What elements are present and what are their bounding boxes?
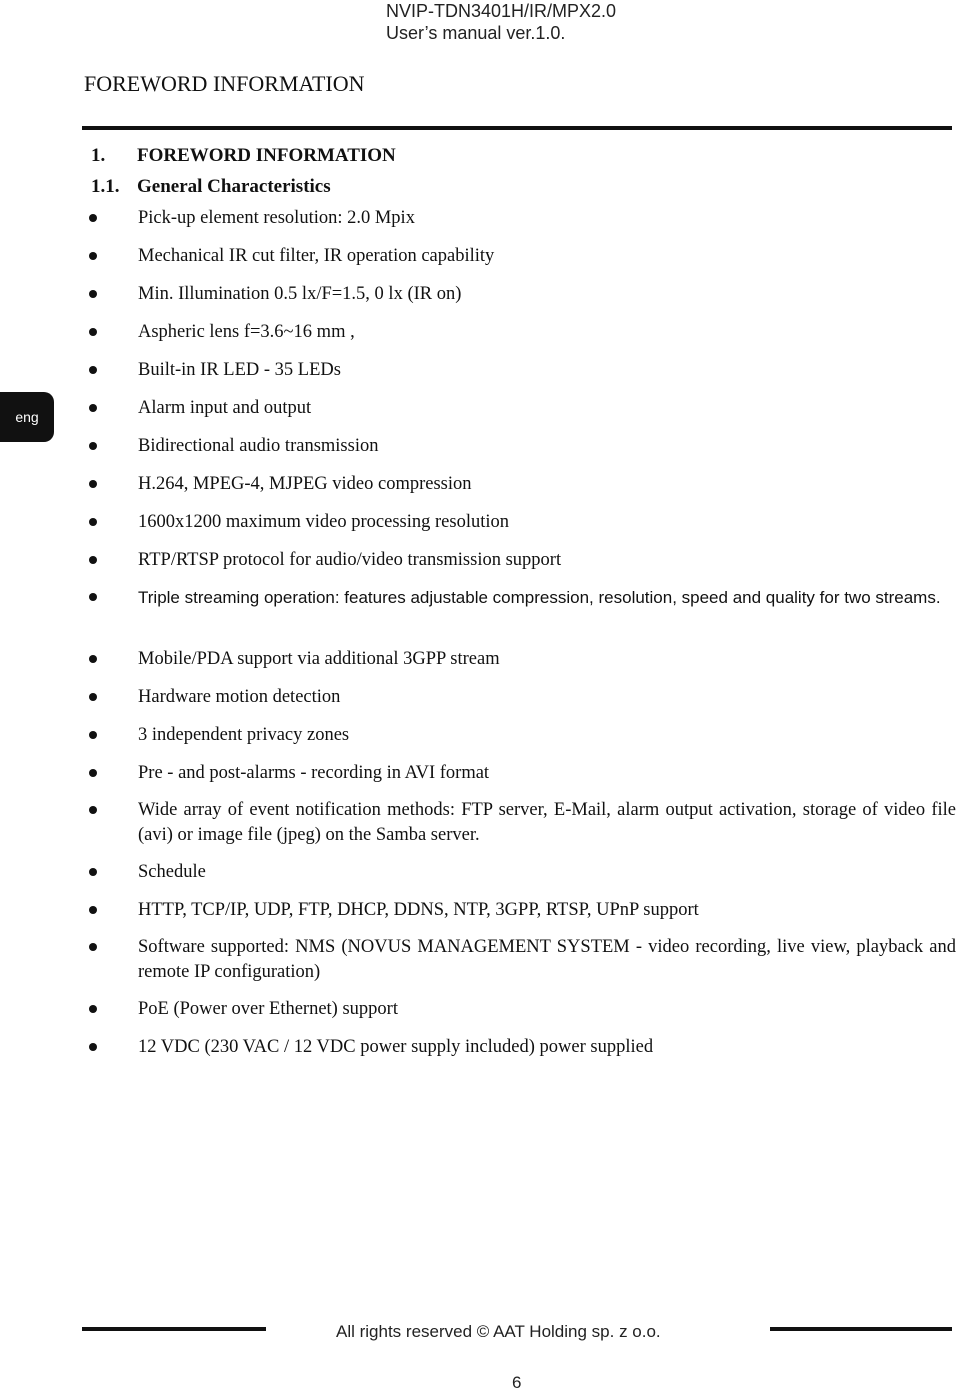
list-item: Bidirectional audio transmission xyxy=(138,436,379,456)
subsection-heading xyxy=(91,175,331,199)
bullet-dot xyxy=(89,1043,97,1051)
chapter-heading xyxy=(91,144,396,168)
bullet-dot xyxy=(89,404,97,412)
bullet-dot xyxy=(89,731,97,739)
list-item: Wide array of event notification methods: FTP server, E-Mail, alarm output activation, storage of video file (avi) or image file (jpeg) on the Samba server. xyxy=(138,800,956,845)
list-item: Alarm input and output xyxy=(138,398,312,418)
chapter-number: 1. xyxy=(91,145,106,166)
manual-version: User’s manual ver.1.0. xyxy=(386,23,566,43)
bullet-dot xyxy=(89,593,97,601)
list-item: Triple streaming operation: features adjustable compression, resolution, speed and quality for two streams. xyxy=(138,588,941,607)
list-item: Mechanical IR cut filter, IR operation capability xyxy=(138,246,495,266)
bullet-dot xyxy=(89,366,97,374)
bullet-dot xyxy=(89,518,97,526)
bullet-dot xyxy=(89,556,97,564)
footer-rule-left xyxy=(82,1327,266,1331)
bullet-dot xyxy=(89,214,97,222)
bullet-dot xyxy=(89,480,97,488)
list-item: Aspheric lens f=3.6~16 mm , xyxy=(138,322,355,342)
list-item: PoE (Power over Ethernet) support xyxy=(138,999,398,1019)
bullet-dot xyxy=(89,442,97,450)
list-item: 12 VDC (230 VAC / 12 VDC power supply included) power supplied xyxy=(138,1037,654,1057)
list-item: Mobile/PDA support via additional 3GPP stream xyxy=(138,649,500,669)
list-item: Software supported: NMS (NOVUS MANAGEMENT SYSTEM - video recording, live view, playback and remote IP configuration) xyxy=(138,937,956,982)
subsection-number: 1.1. xyxy=(91,176,120,197)
list-item: 3 independent privacy zones xyxy=(138,725,350,745)
language-tab: eng xyxy=(0,392,54,442)
bullet-dot xyxy=(89,868,97,876)
model-name: NVIP-TDN3401H/IR/MPX2.0 xyxy=(386,1,617,21)
document-header xyxy=(386,0,616,44)
list-item: Pick-up element resolution: 2.0 Mpix xyxy=(138,208,415,228)
list-item: Hardware motion detection xyxy=(138,687,341,707)
copyright-notice: All rights reserved © AAT Holding sp. z o.o. xyxy=(336,1322,661,1341)
bullet-dot xyxy=(89,328,97,336)
bullet-dot xyxy=(89,906,97,914)
chapter-title: FOREWORD INFORMATION xyxy=(137,145,396,166)
subsection-title: General Characteristics xyxy=(137,176,331,197)
list-item: RTP/RTSP protocol for audio/video transmission support xyxy=(138,550,562,570)
section-header: FOREWORD INFORMATION xyxy=(84,71,365,96)
bullet-dot xyxy=(89,290,97,298)
page-number: 6 xyxy=(512,1373,522,1392)
list-item: Schedule xyxy=(138,862,206,882)
footer-rule-right xyxy=(770,1327,952,1331)
bullet-dot xyxy=(89,252,97,260)
bullet-dot xyxy=(89,655,97,663)
list-item: Pre - and post-alarms - recording in AVI format xyxy=(138,763,490,783)
bullet-dot xyxy=(89,769,97,777)
list-item: HTTP, TCP/IP, UDP, FTP, DHCP, DDNS, NTP, 3GPP, RTSP, UPnP support xyxy=(138,900,699,920)
bullet-dot xyxy=(89,943,97,951)
bullet-dot xyxy=(89,1005,97,1013)
list-item: Built-in IR LED - 35 LEDs xyxy=(138,360,341,380)
bullet-dot xyxy=(89,806,97,814)
header-rule xyxy=(82,126,952,130)
list-item: Min. Illumination 0.5 lx/F=1.5, 0 lx (IR on) xyxy=(138,284,462,304)
list-item: 1600x1200 maximum video processing resolution xyxy=(138,512,509,532)
list-item: H.264, MPEG-4, MJPEG video compression xyxy=(138,474,472,494)
bullet-dot xyxy=(89,693,97,701)
